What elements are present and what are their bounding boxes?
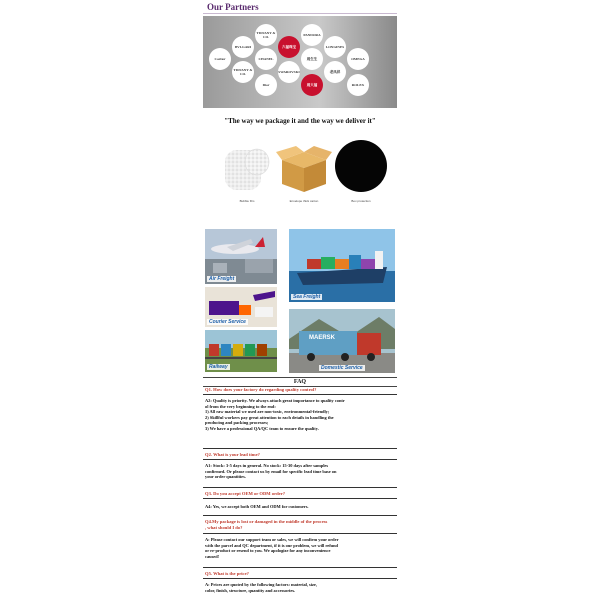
faq-question: Q2. What is your lead time? <box>205 452 260 457</box>
air-freight-label: Air Freight <box>209 276 235 282</box>
faq-answer: A1: Stock: 3-5 days in general. No stock: 15-30 days after samples confirmed. Or please contact us by email for specific lead time base on your order quantities. <box>205 463 337 480</box>
faq-answer: A: Please contact our support team or sales, we will confirm your order with the parcel and QC department, if it is our problem, we will refund or re-product or resend to you. We apologize for any inconvenience caused! <box>205 537 339 559</box>
sea-freight-label: Sea Freight <box>293 294 321 300</box>
package-label: Envelope thick carton <box>289 199 319 203</box>
faq-answer: A4: Yes, we accept both OEM and ODM for customers. <box>205 504 309 509</box>
brand-logo: PANDORA <box>301 24 323 46</box>
package-label: Box protection <box>351 199 371 203</box>
faq-question: Q3. Do you accept OEM or ODM order? <box>205 491 286 496</box>
brand-logo: BVLGARI <box>232 36 254 58</box>
truck-brand-text: MAERSK <box>309 335 336 341</box>
faq-question: Q5. What is the price? <box>205 571 249 576</box>
partners-title: Our Partners <box>207 2 259 12</box>
brand-logo: 周大福 <box>301 74 323 96</box>
railway-image <box>205 330 277 372</box>
brand-logo: 六福珠宝 <box>278 36 300 58</box>
sea-freight-image <box>289 229 395 302</box>
domestic-service-label: Domestic Service <box>321 365 363 371</box>
domestic-service-image <box>289 309 395 373</box>
brand-logo: OMEGA <box>347 48 369 70</box>
faq-answer: A2: Quality is priority. We always attach great importance to quality contr ol from the very beginning to the end: 1) All raw material we used are non-toxic, environmental-friendly; 2) Skillful workers pay great attention to each details in handling the producing and packing processes; 3) We have a professional QA/QC team to ensure the quality. <box>205 398 345 431</box>
bubble-film-image <box>219 140 275 196</box>
brand-logo: ROLEX <box>347 74 369 96</box>
faq-title: FAQ <box>203 377 397 387</box>
brand-logo: CHANEL <box>255 48 277 70</box>
courier-service-image <box>205 287 277 327</box>
partners-logo-banner <box>203 16 397 108</box>
packaging-motto: "The way we package it and the way we deliver it" <box>224 117 376 125</box>
faq-answer: A: Prices are quoted by the following factors: material, size, color, finish, structure, quantity and accessories. <box>205 582 317 593</box>
railway-label: Railway <box>209 364 228 370</box>
divider <box>203 13 397 14</box>
courier-service-label: Courier Service <box>209 319 246 325</box>
brand-logo: LONGINES <box>324 36 346 58</box>
brand-logo: Dior <box>255 74 277 96</box>
brand-logo: Cartier <box>209 48 231 70</box>
package-label: Bubble film <box>239 199 255 203</box>
brand-logo: 老凤祥 <box>324 61 346 83</box>
faq-question: Q1. How does your factory do regarding quality control? <box>205 387 317 392</box>
faq-question: Q4.My package is lost or damaged in the middle of the process , what should I do? <box>205 519 328 530</box>
brand-logo: SWAROVSKI <box>278 61 300 83</box>
brand-logo: 周生生 <box>301 48 323 70</box>
box-protection-image <box>333 140 389 196</box>
brand-logo: TIFFANY & CO. <box>232 61 254 83</box>
carton-box-image <box>276 140 332 196</box>
air-freight-image <box>205 229 277 284</box>
brand-logo: TIFFANY & CO. <box>255 24 277 46</box>
